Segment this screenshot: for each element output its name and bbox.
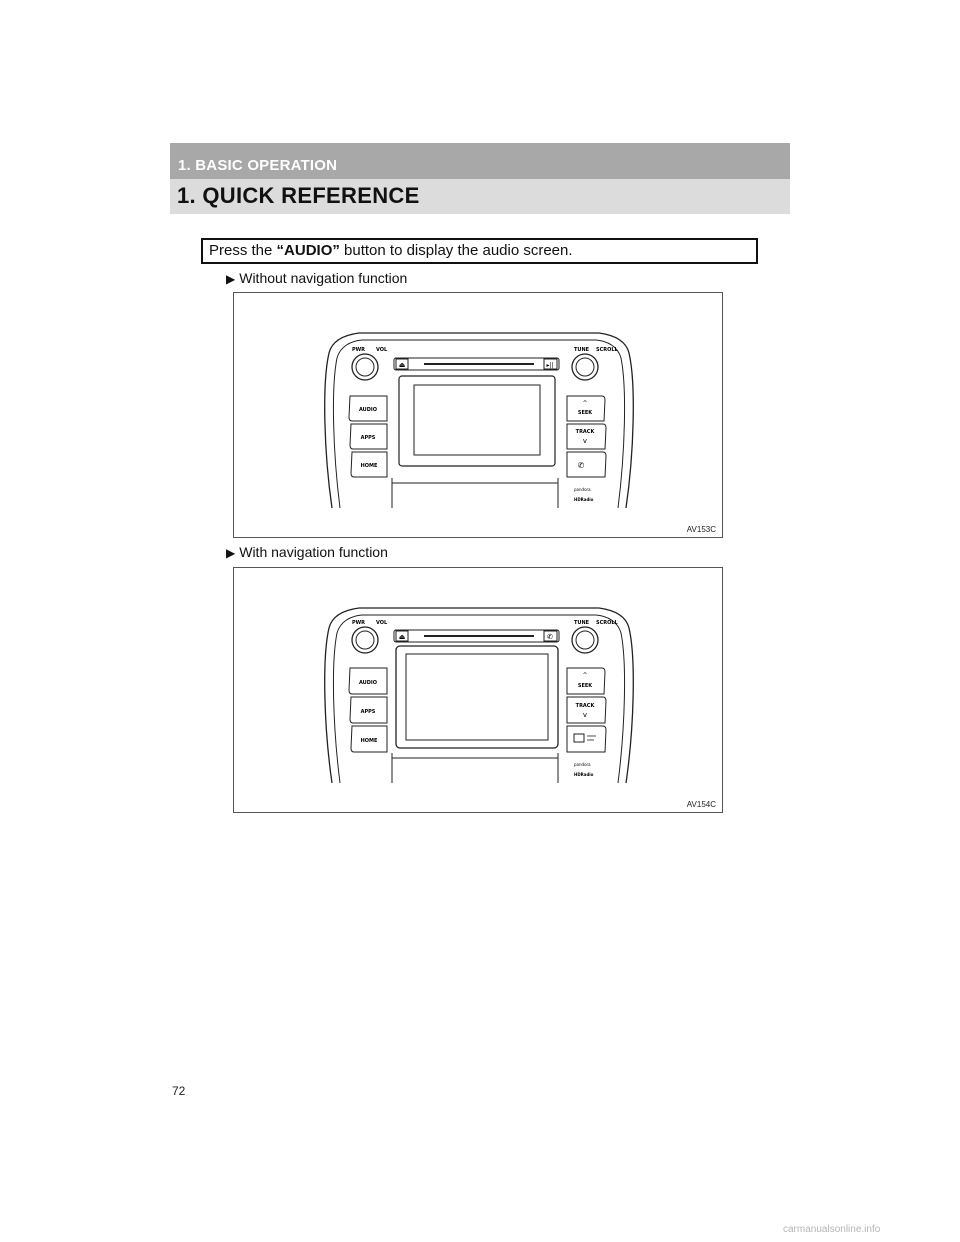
instruction-prefix: Press the: [209, 242, 277, 259]
audio-button-label: AUDIO: [358, 407, 378, 413]
scroll-label: SCROLL: [596, 620, 618, 626]
bullet-triangle-icon: ▶: [226, 272, 236, 286]
track-button-label: TRACK: [575, 703, 595, 709]
figure-audio-panel-1: [233, 292, 723, 538]
figure-audio-panel-2: [233, 567, 723, 813]
seek-up-icon: ^: [582, 672, 588, 679]
track-down-icon: v: [582, 711, 588, 719]
page-number: 72: [172, 1084, 186, 1098]
eject-icon: ⏏: [398, 361, 406, 369]
seek-button-label: SEEK: [577, 683, 593, 689]
phone-icon: ✆: [547, 633, 553, 641]
home-button-label: HOME: [360, 738, 378, 744]
track-button-label: TRACK: [575, 429, 595, 435]
figure-code: AV154C: [686, 800, 716, 809]
figure-caption-text: Without navigation function: [239, 270, 408, 286]
figure-caption-1: [226, 270, 407, 286]
section-header: [170, 143, 790, 179]
figure-caption-2: [226, 544, 388, 560]
bullet-triangle-icon: ▶: [226, 546, 236, 560]
pandora-logo: pandora: [574, 487, 591, 492]
watermark: carmanualsonline.info: [783, 1224, 881, 1235]
vol-label: VOL: [376, 347, 388, 353]
apps-button-label: APPS: [360, 435, 376, 441]
apps-button-label: APPS: [360, 709, 376, 715]
pwr-label: PWR: [352, 347, 366, 353]
audio-panel-illustration: [234, 293, 722, 537]
pwr-label: PWR: [352, 620, 366, 626]
audio-panel-illustration: [234, 568, 722, 812]
figure-caption-text: With navigation function: [239, 544, 388, 560]
section-title: 1. BASIC OPERATION: [178, 157, 338, 174]
tune-label: TUNE: [574, 347, 590, 353]
instruction-emphasis: “AUDIO”: [276, 242, 340, 259]
hd-radio-logo: HDRadio: [574, 497, 594, 502]
scroll-label: SCROLL: [596, 347, 618, 353]
phone-icon: ✆: [577, 461, 585, 470]
instruction-suffix: button to display the audio screen.: [339, 242, 573, 259]
page-title-bar: [170, 179, 790, 214]
home-button-label: HOME: [360, 463, 378, 469]
page-title: 1. QUICK REFERENCE: [177, 183, 420, 208]
play-pause-icon: ▸||: [546, 362, 554, 369]
pandora-logo: pandora: [574, 762, 591, 767]
map-icon: [574, 734, 584, 742]
seek-up-icon: ^: [582, 400, 588, 407]
figure-code: AV153C: [686, 525, 716, 534]
tune-label: TUNE: [574, 620, 590, 626]
instruction-box: [201, 238, 758, 264]
hd-radio-logo: HDRadio: [574, 772, 594, 777]
audio-button-label: AUDIO: [358, 680, 378, 686]
vol-label: VOL: [376, 620, 388, 626]
eject-icon: ⏏: [398, 633, 406, 641]
track-down-icon: v: [582, 437, 588, 445]
seek-button-label: SEEK: [577, 410, 593, 416]
